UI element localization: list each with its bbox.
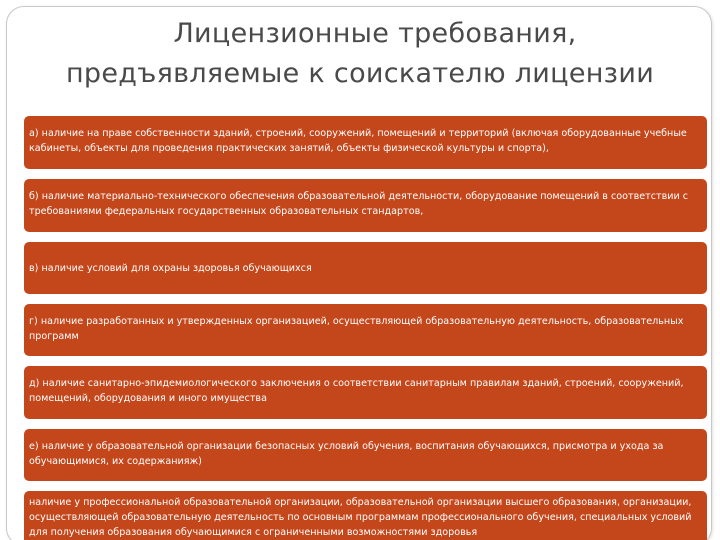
requirement-item-zh: наличие у профессиональной образовательной организации, образовательной организации высшего образования, организации, осуществляющей образовательную деятельность по основным программам профессионального обучения, специальных условий для получения образования обучающимися с ограниченными возможностями здоровья	[24, 491, 707, 540]
requirements-list	[24, 116, 707, 540]
slide-title-line-1: Лицензионные требования,	[173, 18, 577, 49]
requirement-item-a: а) наличие на праве собственности зданий, строений, сооружений, помещений и территорий (включая оборудованные учебные кабинеты, объекты для проведения практических занятий, объекты физической культуры и спорта),	[24, 116, 707, 169]
slide-title	[20, 14, 700, 94]
requirement-item-g: г) наличие разработанных и утвержденных организацией, осуществляющей образовательную деятельность, образовательных программ	[24, 304, 707, 356]
slide-title-line-2: предъявляемые к соискателю лицензии	[65, 58, 655, 89]
requirement-item-v-text: в) наличие условий для охраны здоровья обучающихся	[29, 262, 312, 274]
requirement-item-v	[24, 242, 707, 294]
requirement-item-d: д) наличие санитарно-эпидемиологического заключения о соответствии санитарным правилам зданий, строений, сооружений, помещений, оборудования и иного имущества	[24, 366, 707, 419]
requirement-item-e: е) наличие у образовательной организации безопасных условий обучения, воспитания обучающихся, присмотра и ухода за обучающимися, их содержанияж)	[24, 429, 707, 481]
requirement-item-b: б) наличие материально-технического обеспечения образовательной деятельности, оборудование помещений в соответствии с требованиями федеральных государственных образовательных стандартов,	[24, 179, 707, 232]
